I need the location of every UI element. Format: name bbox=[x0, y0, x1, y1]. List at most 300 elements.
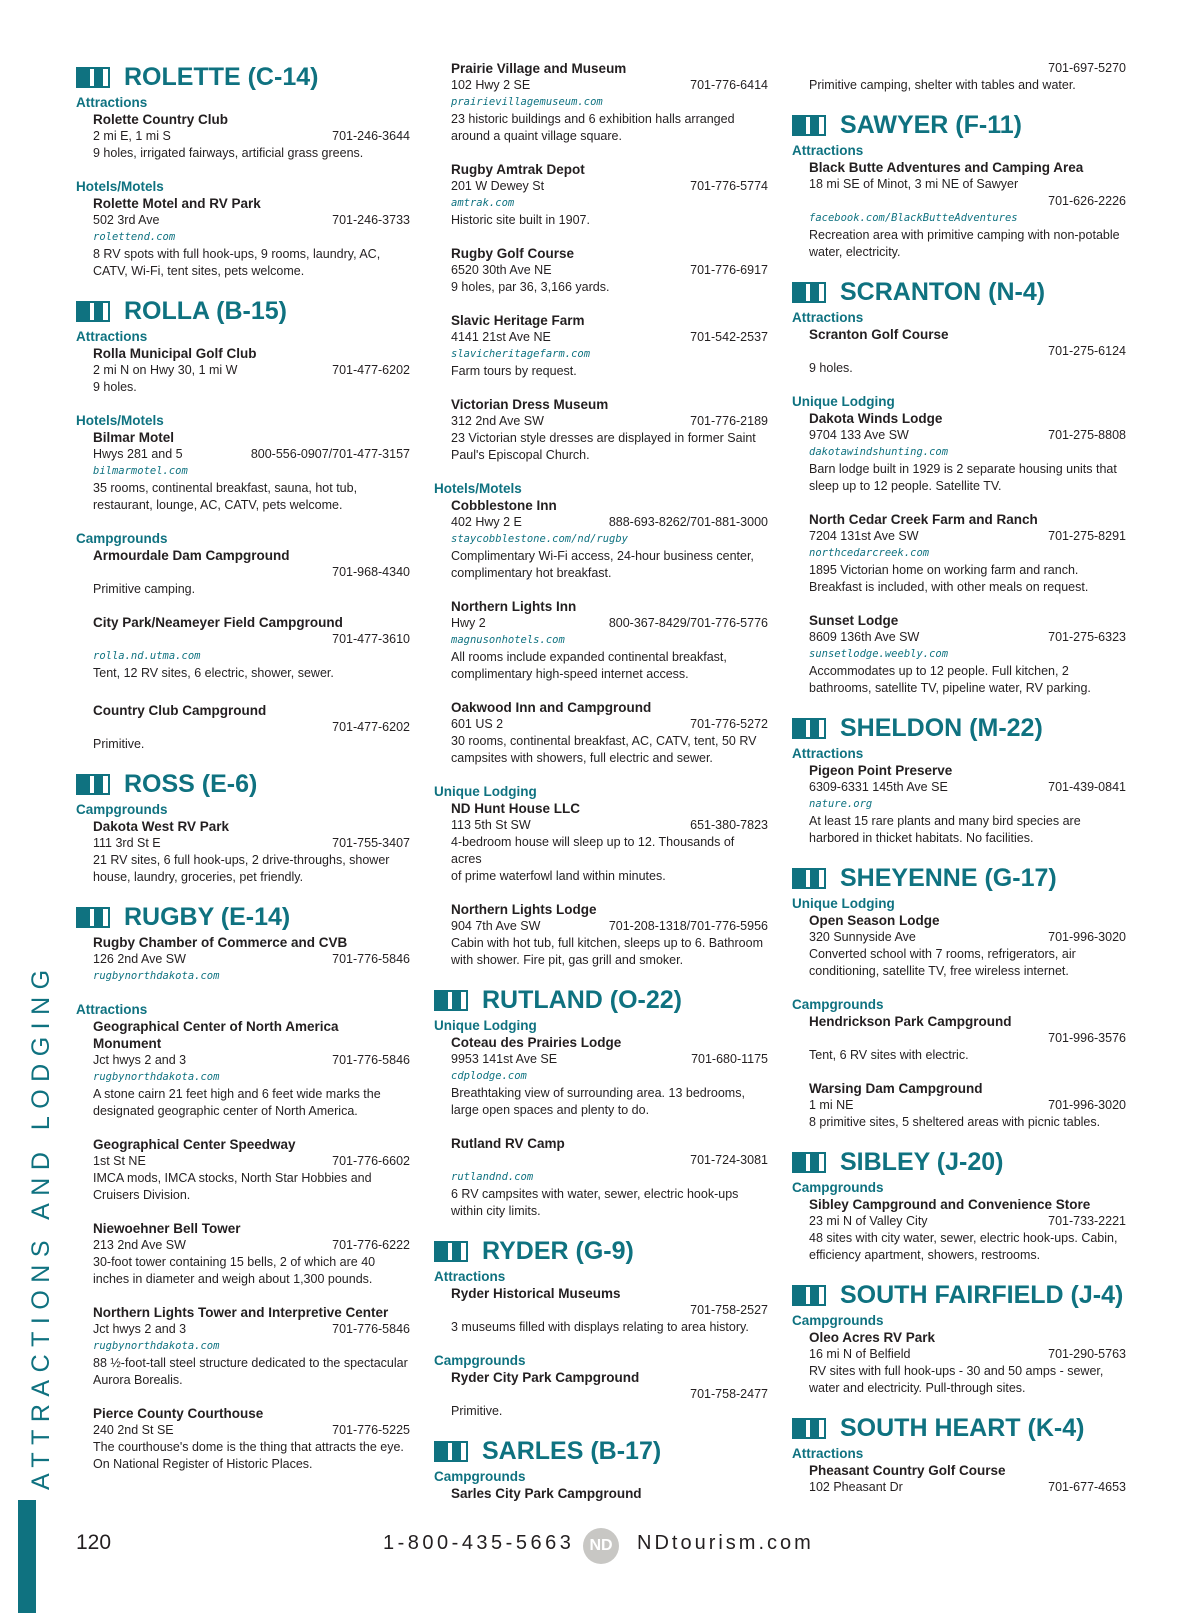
town-flag-icon bbox=[792, 868, 826, 889]
listing-location: 18 mi SE of Minot, 3 mi NE of Sawyer bbox=[809, 177, 1019, 191]
listing-name: Northern Lights Inn bbox=[451, 599, 577, 614]
listing-description: water, electricity. bbox=[809, 245, 901, 259]
listing-name: Dakota Winds Lodge bbox=[809, 411, 943, 426]
listing-entry bbox=[451, 800, 768, 885]
listing-phone: 701-776-2189 bbox=[690, 414, 768, 428]
listing-name: Scranton Golf Course bbox=[809, 327, 949, 342]
listing-description: inches in diameter and weigh about 1,300 pounds. bbox=[93, 1272, 373, 1286]
category-heading: Attractions bbox=[76, 329, 148, 344]
listing-website[interactable]: rugbynorthdakota.com bbox=[93, 1340, 220, 1352]
town-name: SARLES (B-17) bbox=[482, 1436, 662, 1465]
address-row bbox=[809, 1479, 1126, 1496]
listing-name: Coteau des Prairies Lodge bbox=[451, 1035, 622, 1050]
listing-phone: 701-677-4653 bbox=[1048, 1480, 1126, 1494]
listing-phone: 701-776-5846 bbox=[332, 1053, 410, 1067]
town-flag-icon bbox=[76, 67, 110, 88]
listing-description: restaurant, lounge, AC, CATV, pets welcome. bbox=[93, 498, 343, 512]
listing-address: 9704 133 Ave SW bbox=[809, 428, 909, 442]
listing-entry bbox=[809, 60, 1126, 94]
address-row bbox=[451, 178, 768, 195]
listing-entry bbox=[451, 497, 768, 582]
listing-entry bbox=[93, 429, 410, 514]
listing-address: 601 US 2 bbox=[451, 717, 504, 731]
listing-description: Primitive. bbox=[451, 1404, 503, 1418]
listing-name: Black Butte Adventures and Camping Area bbox=[809, 160, 1084, 175]
listing-website[interactable]: magnusonhotels.com bbox=[451, 634, 565, 646]
town-flag-icon bbox=[76, 907, 110, 928]
listing-address: Jct hwys 2 and 3 bbox=[93, 1053, 187, 1067]
listing-entry bbox=[451, 245, 768, 296]
listing-address: Hwy 2 bbox=[451, 616, 486, 630]
category-heading: Attractions bbox=[792, 310, 864, 325]
category-heading: Unique Lodging bbox=[792, 896, 895, 911]
town-name: SCRANTON (N-4) bbox=[840, 277, 1046, 306]
town-header bbox=[76, 60, 410, 94]
category-heading: Attractions bbox=[76, 95, 148, 110]
listing-entry bbox=[451, 598, 768, 683]
listing-phone: 651-380-7823 bbox=[690, 818, 768, 832]
listing-phone: 701-477-6202 bbox=[332, 720, 410, 734]
listing-entry bbox=[451, 699, 768, 767]
listing-description: Breathtaking view of surrounding area. 13 bedrooms, bbox=[451, 1086, 745, 1100]
listing-phone: 701-275-8808 bbox=[1048, 428, 1126, 442]
listing-phone: 701-477-3610 bbox=[332, 632, 410, 646]
listing-description: Historic site built in 1907. bbox=[451, 213, 590, 227]
listing-name: Victorian Dress Museum bbox=[451, 397, 609, 412]
listing-entry bbox=[809, 1013, 1126, 1064]
listing-address: 111 3rd St E bbox=[93, 836, 161, 850]
listing-entry bbox=[93, 547, 410, 598]
town-header bbox=[792, 275, 1126, 309]
address-row bbox=[809, 929, 1126, 946]
town-name: SHELDON (M-22) bbox=[840, 713, 1043, 742]
listing-description: 21 RV sites, 6 full hook-ups, 2 drive-throughs, shower bbox=[93, 853, 390, 867]
address-row bbox=[451, 77, 768, 94]
listing-name: ND Hunt House LLC bbox=[451, 801, 580, 816]
listing-name: Warsing Dam Campground bbox=[809, 1081, 983, 1096]
listing-description: At least 15 rare plants and many bird species are bbox=[809, 814, 1081, 828]
listing-name: Rugby Amtrak Depot bbox=[451, 162, 585, 177]
listing-name: Slavic Heritage Farm bbox=[451, 313, 585, 328]
listing-description: efficiency apartment, showers, restrooms. bbox=[809, 1248, 1041, 1262]
listing-phone: 701-776-6602 bbox=[332, 1154, 410, 1168]
listing-name: Niewoehner Bell Tower bbox=[93, 1221, 241, 1236]
listing-entry bbox=[809, 511, 1126, 596]
town-name: RUGBY (E-14) bbox=[124, 902, 291, 931]
listing-entry bbox=[93, 934, 410, 985]
town-header bbox=[76, 294, 410, 328]
listing-name: Monument bbox=[93, 1036, 162, 1051]
listing-address: 213 2nd Ave SW bbox=[93, 1238, 186, 1252]
town-header bbox=[434, 1234, 768, 1268]
town-header bbox=[76, 767, 410, 801]
listing-address: 320 Sunnyside Ave bbox=[809, 930, 916, 944]
listing-description: Primitive camping. bbox=[93, 582, 196, 596]
listing-name: Oleo Acres RV Park bbox=[809, 1330, 936, 1345]
category-heading: Campgrounds bbox=[434, 1469, 526, 1484]
address-row bbox=[451, 262, 768, 279]
listing-phone: 701-626-2226 bbox=[1048, 194, 1126, 208]
listing-website[interactable]: nature.org bbox=[809, 798, 873, 810]
listing-entry bbox=[93, 1018, 410, 1120]
listing-description: 48 sites with city water, sewer, electric hook-ups. Cabin, bbox=[809, 1231, 1118, 1245]
listing-entry bbox=[451, 901, 768, 969]
listing-name: Dakota West RV Park bbox=[93, 819, 230, 834]
address-row bbox=[451, 514, 768, 531]
listing-phone: 701-275-6323 bbox=[1048, 630, 1126, 644]
listing-phone: 888-693-8262/701-881-3000 bbox=[608, 515, 768, 529]
category-heading: Hotels/Motels bbox=[76, 179, 164, 194]
listing-phone: 701-996-3576 bbox=[1048, 1031, 1126, 1045]
town-header bbox=[76, 900, 410, 934]
listing-name: Open Season Lodge bbox=[809, 913, 940, 928]
column-1 bbox=[76, 60, 410, 1473]
listing-phone: 701-776-6222 bbox=[332, 1238, 410, 1252]
listing-address: 113 5th St SW bbox=[451, 818, 531, 832]
town-name: ROLETTE (C-14) bbox=[124, 62, 319, 91]
listing-address: 904 7th Ave SW bbox=[451, 919, 541, 933]
listing-address: 8609 136th Ave SW bbox=[809, 630, 920, 644]
category-heading: Unique Lodging bbox=[434, 1018, 537, 1033]
listing-description: Recreation area with primitive camping with non-potable bbox=[809, 228, 1120, 242]
listing-website[interactable]: bilmarmotel.com bbox=[93, 465, 188, 477]
category-heading: Campgrounds bbox=[792, 1180, 884, 1195]
town-header bbox=[434, 1434, 768, 1468]
listing-website[interactable]: staycobblestone.com/nd/rugby bbox=[451, 533, 629, 545]
listing-description: Tent, 12 RV sites, 6 electric, shower, sewer. bbox=[93, 666, 334, 680]
listing-description: All rooms include expanded continental breakfast, bbox=[451, 650, 727, 664]
listing-website[interactable]: rugbynorthdakota.com bbox=[93, 1071, 220, 1083]
listing-phone: 701-776-5846 bbox=[332, 1322, 410, 1336]
listing-phone: 701-477-6202 bbox=[332, 363, 410, 377]
town-name: RUTLAND (O-22) bbox=[482, 985, 682, 1014]
address-row bbox=[93, 362, 410, 379]
listing-description: bathrooms, satellite TV, pipeline water, RV parking. bbox=[809, 681, 1091, 695]
listing-phone: 701-755-3407 bbox=[332, 836, 410, 850]
town-name: SHEYENNE (G-17) bbox=[840, 863, 1057, 892]
listing-description: Cruisers Division. bbox=[93, 1188, 191, 1202]
page-footer bbox=[0, 1528, 1200, 1564]
listing-website[interactable]: facebook.com/BlackButteAdventures bbox=[809, 212, 1018, 224]
address-row bbox=[451, 716, 768, 733]
listing-description: 4-bedroom house will sleep up to 12. Thousands of acres bbox=[451, 835, 735, 866]
listing-description: Aurora Borealis. bbox=[93, 1373, 183, 1387]
town-flag-icon bbox=[76, 301, 110, 322]
listing-entry bbox=[451, 161, 768, 229]
listing-name: Pigeon Point Preserve bbox=[809, 763, 953, 778]
listing-description: RV sites with full hook-ups - 30 and 50 amps - sewer, bbox=[809, 1364, 1104, 1378]
listing-website[interactable]: slavicheritagefarm.com bbox=[451, 348, 591, 360]
listing-address: 9953 141st Ave SE bbox=[451, 1052, 558, 1066]
address-row bbox=[451, 1051, 768, 1068]
listing-description: 35 rooms, continental breakfast, sauna, hot tub, bbox=[93, 481, 358, 495]
listing-name: Northern Lights Tower and Interpretive Center bbox=[93, 1305, 389, 1320]
listing-description: 6 RV campsites with water, sewer, electric hook-ups bbox=[451, 1187, 739, 1201]
listing-website[interactable]: prairievillagemuseum.com bbox=[451, 96, 603, 108]
listing-phone: 701-733-2221 bbox=[1048, 1214, 1126, 1228]
listing-description: Farm tours by request. bbox=[451, 364, 577, 378]
listing-description: of prime waterfowl land within minutes. bbox=[451, 869, 666, 883]
address-row bbox=[93, 212, 410, 229]
listing-description: Cabin with hot tub, full kitchen, sleeps up to 6. Bathroom bbox=[451, 936, 763, 950]
listing-name: Oakwood Inn and Campground bbox=[451, 700, 652, 715]
category-heading: Attractions bbox=[76, 1002, 148, 1017]
listing-entry bbox=[93, 345, 410, 396]
town-header bbox=[792, 1145, 1126, 1179]
town-header bbox=[792, 1411, 1126, 1445]
listing-entry bbox=[93, 614, 410, 682]
address-row bbox=[451, 817, 768, 834]
listing-description: Paul's Episcopal Church. bbox=[451, 448, 590, 462]
category-heading: Campgrounds bbox=[792, 1313, 884, 1328]
address-row bbox=[93, 1052, 410, 1069]
listing-name: Ryder Historical Museums bbox=[451, 1286, 621, 1301]
address-row bbox=[809, 528, 1126, 545]
listing-entry bbox=[451, 1034, 768, 1119]
listing-description: 9 holes, par 36, 3,166 yards. bbox=[451, 280, 610, 294]
listing-name: Geographical Center of North America bbox=[93, 1019, 339, 1034]
listing-entry bbox=[451, 1135, 768, 1220]
column-2 bbox=[434, 60, 768, 1502]
listing-phone: 701-275-6124 bbox=[1048, 344, 1126, 358]
listing-name: Armourdale Dam Campground bbox=[93, 548, 290, 563]
listing-phone: 701-776-5846 bbox=[332, 952, 410, 966]
town-flag-icon bbox=[792, 1152, 826, 1173]
town-flag-icon bbox=[792, 1418, 826, 1439]
listing-description: 8 primitive sites, 5 sheltered areas with picnic tables. bbox=[809, 1115, 1101, 1129]
listing-name: Cobblestone Inn bbox=[451, 498, 557, 513]
town-name: ROSS (E-6) bbox=[124, 769, 258, 798]
listing-name: Pheasant Country Golf Course bbox=[809, 1463, 1006, 1478]
listing-address: 6520 30th Ave NE bbox=[451, 263, 552, 277]
listing-address: 502 3rd Ave bbox=[93, 213, 160, 227]
listing-address: 312 2nd Ave SW bbox=[451, 414, 544, 428]
listing-entry bbox=[809, 912, 1126, 980]
listing-description: 9 holes, irrigated fairways, artificial grass greens. bbox=[93, 146, 364, 160]
listing-description: sleep up to 12 people. Satellite TV. bbox=[809, 479, 1002, 493]
listing-phone: 800-367-8429/701-776-5776 bbox=[608, 616, 768, 630]
listing-website[interactable]: cdplodge.com bbox=[451, 1070, 527, 1082]
listing-phone: 701-758-2527 bbox=[690, 1303, 768, 1317]
listing-name: Geographical Center Speedway bbox=[93, 1137, 296, 1152]
listing-description: Accommodates up to 12 people. Full kitchen, 2 bbox=[809, 664, 1069, 678]
listing-description: Primitive camping, shelter with tables and water. bbox=[809, 78, 1076, 92]
listing-description: 8 RV spots with full hook-ups, 9 rooms, laundry, AC, bbox=[93, 247, 381, 261]
town-name: SOUTH HEART (K-4) bbox=[840, 1413, 1085, 1442]
listing-description: complimentary hot breakfast. bbox=[451, 566, 612, 580]
listing-description: 88 ½-foot-tall steel structure dedicated to the spectacular bbox=[93, 1356, 408, 1370]
category-heading: Campgrounds bbox=[76, 802, 168, 817]
listing-address: 240 2nd St SE bbox=[93, 1423, 174, 1437]
listing-description: with shower. Fire pit, gas grill and smoker. bbox=[451, 953, 684, 967]
town-header bbox=[434, 983, 768, 1017]
listing-website[interactable]: amtrak.com bbox=[451, 197, 515, 209]
listing-description: campsites with showers, full electric and sewer. bbox=[451, 751, 713, 765]
listing-website[interactable]: rolettend.com bbox=[93, 231, 176, 243]
listing-name: Hendrickson Park Campground bbox=[809, 1014, 1012, 1029]
listing-name: City Park/Neameyer Field Campground bbox=[93, 615, 343, 630]
listing-phone: 701-776-5272 bbox=[690, 717, 768, 731]
listing-phone: 701-996-3020 bbox=[1048, 1098, 1126, 1112]
category-heading: Hotels/Motels bbox=[434, 481, 522, 496]
listing-website[interactable]: northcedarcreek.com bbox=[809, 547, 930, 559]
listing-name: Rolette Country Club bbox=[93, 112, 228, 127]
listing-entry bbox=[809, 159, 1126, 261]
listing-address: Hwys 281 and 5 bbox=[93, 447, 183, 461]
listing-entry bbox=[809, 762, 1126, 847]
listing-address: 7204 131st Ave SW bbox=[809, 529, 919, 543]
listing-entry bbox=[93, 818, 410, 886]
listing-name: Rutland RV Camp bbox=[451, 1136, 565, 1151]
listing-description: within city limits. bbox=[451, 1204, 541, 1218]
listing-name: Rolla Municipal Golf Club bbox=[93, 346, 257, 361]
listing-phone: 701-724-3081 bbox=[690, 1153, 768, 1167]
listing-name: Northern Lights Lodge bbox=[451, 902, 597, 917]
listing-description: A stone cairn 21 feet high and 6 feet wide marks the bbox=[93, 1087, 381, 1101]
address-row bbox=[451, 918, 768, 935]
address-row bbox=[93, 1422, 410, 1439]
listing-description: Complimentary Wi-Fi access, 24-hour business center, bbox=[451, 549, 754, 563]
listing-phone: 701-680-1175 bbox=[691, 1052, 768, 1066]
listing-description: large open spaces and plenty to do. bbox=[451, 1103, 650, 1117]
listing-description: conditioning, satellite TV, free wireless internet. bbox=[809, 964, 1069, 978]
town-name: SOUTH FAIRFIELD (J-4) bbox=[840, 1280, 1124, 1309]
address-row bbox=[809, 1346, 1126, 1363]
listing-website[interactable]: rutlandnd.com bbox=[451, 1171, 534, 1183]
listing-entry bbox=[809, 326, 1126, 377]
town-name: SAWYER (F-11) bbox=[840, 110, 1022, 139]
listing-entry bbox=[809, 612, 1126, 697]
listing-address: 402 Hwy 2 E bbox=[451, 515, 522, 529]
listing-description: Converted school with 7 rooms, refrigerators, air bbox=[809, 947, 1076, 961]
listing-description: harbored in thicket habitats. No facilities. bbox=[809, 831, 1034, 845]
category-heading: Attractions bbox=[434, 1269, 506, 1284]
listing-phone: 701-208-1318/701-776-5956 bbox=[608, 919, 768, 933]
column-3 bbox=[792, 60, 1126, 1496]
listing-description: Tent, 6 RV sites with electric. bbox=[809, 1048, 969, 1062]
listing-phone: 701-776-5774 bbox=[690, 179, 768, 193]
town-name: SIBLEY (J-20) bbox=[840, 1147, 1004, 1176]
category-heading: Attractions bbox=[792, 1446, 864, 1461]
listing-name: Rolette Motel and RV Park bbox=[93, 196, 261, 211]
listing-phone: 701-697-5270 bbox=[1048, 61, 1126, 75]
listing-description: complimentary high-speed internet access. bbox=[451, 667, 689, 681]
address-row bbox=[93, 128, 410, 145]
footer-phone: 1-800-435-5663 bbox=[383, 1532, 575, 1554]
town-header bbox=[792, 1278, 1126, 1312]
listing-description: 9 holes. bbox=[93, 380, 137, 394]
listing-address: 102 Pheasant Dr bbox=[809, 1480, 903, 1494]
listing-entry bbox=[451, 1369, 768, 1420]
address-row bbox=[451, 615, 768, 632]
address-row bbox=[93, 1321, 410, 1338]
listing-phone: 701-758-2477 bbox=[690, 1387, 768, 1401]
town-flag-icon bbox=[792, 1285, 826, 1306]
listing-phone: 701-776-6917 bbox=[690, 263, 768, 277]
listing-phone: 701-968-4340 bbox=[332, 565, 410, 579]
listing-description: 30-foot tower containing 15 bells, 2 of which are 40 bbox=[93, 1255, 376, 1269]
listing-description: IMCA mods, IMCA stocks, North Star Hobbies and bbox=[93, 1171, 372, 1185]
listing-name: Sibley Campground and Convenience Store bbox=[809, 1197, 1091, 1212]
listing-entry bbox=[809, 410, 1126, 495]
address-row bbox=[809, 629, 1126, 646]
town-name: RYDER (G-9) bbox=[482, 1236, 634, 1265]
listing-name: Prairie Village and Museum bbox=[451, 61, 627, 76]
listing-entry bbox=[93, 1220, 410, 1288]
listing-name: North Cedar Creek Farm and Ranch bbox=[809, 512, 1038, 527]
listing-website[interactable]: sunsetlodge.weebly.com bbox=[809, 648, 949, 660]
listing-entry bbox=[809, 1462, 1126, 1496]
town-header bbox=[792, 861, 1126, 895]
listing-description: around a quaint village square. bbox=[451, 129, 622, 143]
town-header bbox=[792, 108, 1126, 142]
listing-address: 2 mi N on Hwy 30, 1 mi W bbox=[93, 363, 238, 377]
listing-description: water and electricity. Pull-through sites. bbox=[809, 1381, 1026, 1395]
listing-name: Rugby Chamber of Commerce and CVB bbox=[93, 935, 348, 950]
listing-phone: 701-246-3644 bbox=[332, 129, 410, 143]
category-heading: Attractions bbox=[792, 746, 864, 761]
address-row bbox=[93, 1237, 410, 1254]
category-heading: Campgrounds bbox=[434, 1353, 526, 1368]
address-row bbox=[809, 1213, 1126, 1230]
listing-website[interactable]: rolla.nd.utma.com bbox=[93, 650, 201, 662]
listing-description: The courthouse's dome is the thing that attracts the eye. bbox=[93, 1440, 404, 1454]
town-flag-icon bbox=[434, 1441, 468, 1462]
listing-description: house, laundry, groceries, pet friendly. bbox=[93, 870, 304, 884]
listing-website[interactable]: rugbynorthdakota.com bbox=[93, 970, 220, 982]
listing-phone: 701-776-5225 bbox=[332, 1423, 410, 1437]
listing-entry bbox=[93, 195, 410, 280]
category-heading: Campgrounds bbox=[792, 997, 884, 1012]
footer-website[interactable]: NDtourism.com bbox=[637, 1532, 814, 1554]
listing-entry bbox=[451, 1485, 768, 1502]
listing-description: 30 rooms, continental breakfast, AC, CATV, tent, 50 RV bbox=[451, 734, 757, 748]
listing-name: Sarles City Park Campground bbox=[451, 1486, 642, 1501]
listing-phone: 701-542-2537 bbox=[690, 330, 768, 344]
listing-entry bbox=[93, 1405, 410, 1473]
listing-address: 201 W Dewey St bbox=[451, 179, 545, 193]
listing-phone: 701-246-3733 bbox=[332, 213, 410, 227]
listing-entry bbox=[93, 1304, 410, 1389]
address-row bbox=[809, 779, 1126, 796]
town-name: ROLLA (B-15) bbox=[124, 296, 287, 325]
listing-phone: 701-439-0841 bbox=[1048, 780, 1126, 794]
category-heading: Unique Lodging bbox=[434, 784, 537, 799]
category-heading: Unique Lodging bbox=[792, 394, 895, 409]
listing-description: 1895 Victorian home on working farm and ranch. bbox=[809, 563, 1079, 577]
listing-entry bbox=[809, 1080, 1126, 1131]
listing-name: Bilmar Motel bbox=[93, 430, 175, 445]
address-row bbox=[93, 1153, 410, 1170]
listing-name: Rugby Golf Course bbox=[451, 246, 575, 261]
listing-entry bbox=[93, 1136, 410, 1204]
listing-address: 4141 21st Ave NE bbox=[451, 330, 551, 344]
listing-description: 23 historic buildings and 6 exhibition halls arranged bbox=[451, 112, 735, 126]
listing-entry bbox=[93, 702, 410, 753]
listing-name: Ryder City Park Campground bbox=[451, 1370, 640, 1385]
listing-description: designated geographic center of North America. bbox=[93, 1104, 358, 1118]
address-row bbox=[809, 427, 1126, 444]
listing-phone: 800-556-0907/701-477-3157 bbox=[250, 447, 410, 461]
listing-description: Breakfast is included, with other meals on request. bbox=[809, 580, 1089, 594]
town-flag-icon bbox=[792, 718, 826, 739]
listing-description: Barn lodge built in 1929 is 2 separate housing units that bbox=[809, 462, 1117, 476]
listing-entry bbox=[93, 111, 410, 162]
town-flag-icon bbox=[792, 282, 826, 303]
listing-address: 102 Hwy 2 SE bbox=[451, 78, 531, 92]
listing-website[interactable]: dakotawindshunting.com bbox=[809, 446, 949, 458]
listing-description: CATV, Wi-Fi, tent sites, pets welcome. bbox=[93, 264, 305, 278]
